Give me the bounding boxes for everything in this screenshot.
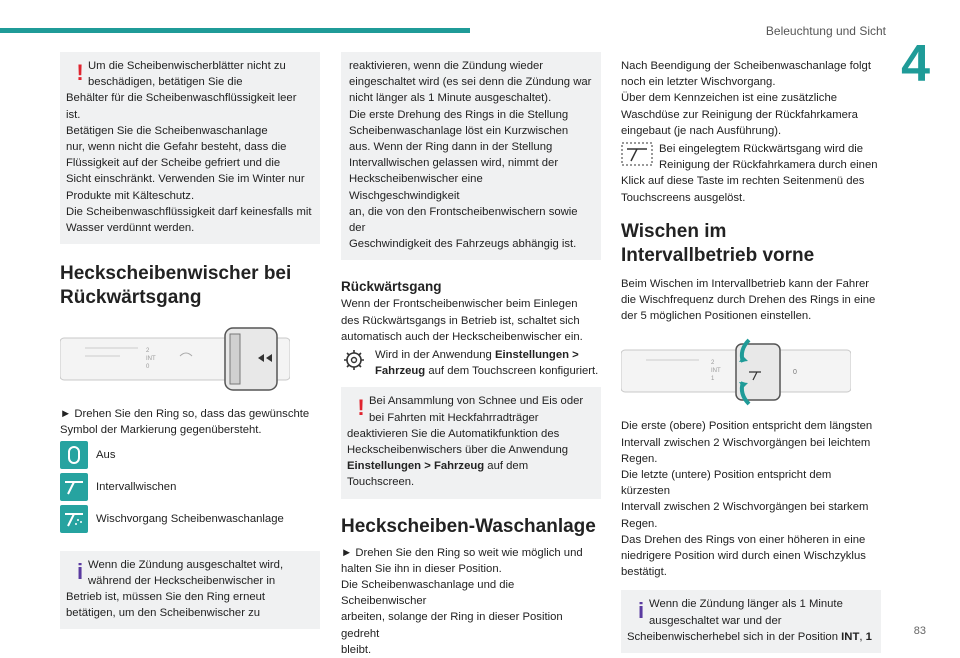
body-line: Die letzte (untere) Position entspricht dem kürzesten bbox=[621, 469, 832, 498]
info-icon: i bbox=[637, 598, 645, 624]
info-line: ausgeschaltet war und der bbox=[649, 614, 782, 627]
body-line: Intervall zwischen 2 Wischvorgängen bei leichtem bbox=[621, 436, 871, 449]
body-line: automatisch auch der Heckscheibenwischer ein. bbox=[341, 330, 583, 343]
section-heading: Heckscheibenwischer bei Rückwärtsgang bbox=[60, 263, 292, 309]
gear-icon bbox=[341, 347, 367, 373]
warning-icon: ! bbox=[76, 60, 84, 85]
body-line: eingebaut (je nach Ausführung). bbox=[621, 124, 782, 137]
box-line: Geschwindigkeit des Fahrzeugs abhängig ist. bbox=[349, 238, 577, 251]
body-line: Waschdüse zur Reinigung der Rückfahrkamera bbox=[621, 108, 858, 121]
column-3 bbox=[621, 58, 881, 653]
body-line: Das Drehen des Rings von einer höheren in eine bbox=[621, 533, 866, 546]
box-line: Scheibenwaschanlage löst ein Kurzwischen bbox=[349, 124, 569, 137]
body-line: Die erste (obere) Position entspricht dem längsten bbox=[621, 420, 873, 433]
body-line: Die Scheibenwaschanlage und die Scheibenwischer bbox=[341, 579, 515, 608]
section-heading: Heckscheiben-Waschanlage bbox=[341, 515, 596, 537]
body-line: Regen. bbox=[621, 517, 658, 530]
warning-icon: ! bbox=[357, 395, 365, 421]
position-label: INT bbox=[841, 630, 860, 643]
body-line: ► Drehen Sie den Ring so weit wie möglich und bbox=[341, 546, 583, 559]
box-line: nicht länger als 1 Minute ausgeschaltet). bbox=[349, 92, 552, 105]
box-line: Intervallwischen gelassen wird, nimmt der bbox=[349, 157, 559, 170]
box-line: reaktivieren, wenn die Zündung wieder bbox=[349, 60, 544, 72]
symbol-label: Intervallwischen bbox=[96, 480, 177, 493]
warning-line: Betätigen Sie die Scheibenwaschanlage bbox=[66, 124, 268, 137]
lever-label: 0 bbox=[146, 364, 150, 371]
section-title: Beleuchtung und Sicht bbox=[765, 24, 886, 38]
off-ring-icon bbox=[60, 441, 88, 469]
warning-box bbox=[341, 387, 601, 498]
section-heading: Wischen im Intervallbetrieb vorne bbox=[621, 220, 815, 266]
body-line: Über dem Kennzeichen ist eine zusätzliche bbox=[621, 92, 838, 105]
warning-line: Wasser verdünnt werden. bbox=[66, 222, 195, 235]
warning-line: Bei Ansammlung von Schnee und Eis oder bbox=[369, 395, 584, 408]
column-1 bbox=[60, 52, 320, 629]
box-line: aus. Wenn der Ring dann in der Stellung bbox=[349, 141, 553, 154]
lever-label: 0 bbox=[793, 369, 797, 377]
info-line: Betrieb ist, müssen Sie den Ring erneut bbox=[66, 591, 266, 604]
rear-wiper-lever-illustration bbox=[60, 324, 290, 396]
warning-line: Sicht einschränkt. Verwenden Sie im Winter nur bbox=[66, 173, 305, 186]
warning-line: Die Scheibenwaschflüssigkeit darf keinesfalls mit bbox=[66, 205, 312, 218]
warning-line: Touchscreen. bbox=[347, 476, 415, 489]
info-line: Scheibenwischerhebel sich in der Position bbox=[627, 630, 842, 643]
continued-info-box bbox=[341, 52, 601, 260]
body-line: Reinigung der Rückfahrkamera durch einen bbox=[659, 159, 878, 172]
intermittent-wipe-icon bbox=[60, 473, 88, 501]
instruction-text: ► Drehen Sie den Ring so, dass das gewünschte Symbol der Markierung gegenübersteht. bbox=[60, 408, 310, 437]
body-line: Klick auf diese Taste im rechten Seitenmenü des bbox=[621, 175, 865, 188]
page-number: 83 bbox=[913, 625, 926, 637]
box-line: eingeschaltet wird (es sei denn die Zündung war bbox=[349, 76, 592, 89]
body-line: Bei eingelegtem Rückwärtsgang wird die bbox=[659, 143, 864, 156]
body-line: bestätigt. bbox=[621, 566, 667, 579]
lever-label: INT bbox=[711, 368, 721, 375]
body-line: halten Sie ihn in dieser Position. bbox=[341, 562, 502, 575]
warning-line: Produkte mit Kälteschutz. bbox=[66, 189, 195, 202]
body-line: Nach Beendigung der Scheibenwaschanlage folgt bbox=[621, 60, 871, 72]
settings-note bbox=[341, 347, 601, 379]
body-line: Regen. bbox=[621, 452, 658, 465]
lever-label: 2 bbox=[711, 360, 715, 367]
info-line: , bbox=[859, 630, 866, 643]
lever-label: 2 bbox=[146, 348, 150, 355]
lever-label: 1 bbox=[711, 376, 715, 383]
body-line: Touchscreens ausgelöst. bbox=[621, 191, 746, 204]
info-line: Wenn die Zündung ausgeschaltet wird, bbox=[88, 558, 284, 571]
warning-line: bei Fahrten mit Heckfahrradträger bbox=[369, 411, 539, 424]
info-line: betätigen, um den Scheibenwischer zu bbox=[66, 607, 261, 620]
front-wiper-lever-illustration bbox=[621, 336, 851, 408]
settings-text: Wird in der Anwendung bbox=[375, 349, 495, 362]
body-line: des Rückwärtsgangs in Betrieb ist, schaltet sich bbox=[341, 314, 580, 327]
body-line: Intervall zwischen 2 Wischvorgängen bei starkem bbox=[621, 501, 869, 514]
info-line: während der Heckscheibenwischer in bbox=[88, 574, 276, 587]
symbol-label: Wischvorgang Scheibenwaschanlage bbox=[96, 512, 284, 525]
camera-wash-icon bbox=[621, 141, 653, 167]
camera-note bbox=[621, 141, 881, 173]
body-line: arbeiten, solange der Ring in dieser Position gedreht bbox=[341, 611, 563, 640]
symbol-row bbox=[60, 503, 320, 535]
chapter-number: 4 bbox=[901, 35, 930, 93]
warning-line: Flüssigkeit auf der Scheibe gefriert und die bbox=[66, 157, 281, 170]
box-line: Die erste Drehung des Rings in die Stellung bbox=[349, 108, 569, 121]
lever-label: INT bbox=[146, 356, 156, 363]
box-line: Heckscheibenwischer eine Wischgeschwindigkeit bbox=[349, 173, 483, 202]
position-label: 1 bbox=[865, 630, 872, 643]
body-line: Wenn der Frontscheibenwischer beim Einlegen bbox=[341, 298, 578, 311]
header-bar bbox=[0, 28, 470, 33]
box-line: an, die von den Frontscheibenwischern sowie der bbox=[349, 205, 578, 235]
warning-line: deaktivieren Sie die Automatikfunktion des bbox=[347, 427, 560, 440]
settings-path: Einstellungen > Fahrzeug bbox=[375, 349, 579, 378]
body-line: noch ein letzter Wischvorgang. bbox=[621, 76, 776, 89]
symbol-label: Aus bbox=[96, 448, 116, 461]
body-line: bleibt. bbox=[341, 643, 372, 656]
warning-box bbox=[60, 52, 320, 244]
warning-line: Heckscheibenwischers über die Anwendung bbox=[347, 444, 569, 457]
subsection-heading: Rückwärtsgang bbox=[341, 279, 442, 295]
info-box bbox=[621, 590, 881, 653]
wash-wipe-icon bbox=[60, 505, 88, 533]
warning-line: auf dem bbox=[484, 460, 529, 473]
body-line: die Wischfrequenz durch Drehen des Rings in eine bbox=[621, 294, 876, 307]
warning-line: Um die Scheibenwischerblätter nicht zu bbox=[88, 60, 286, 72]
info-box bbox=[60, 551, 320, 630]
info-icon: i bbox=[76, 558, 84, 584]
settings-path: Einstellungen > Fahrzeug bbox=[347, 460, 485, 473]
warning-line: nur, wenn nicht die Gefahr besteht, dass die bbox=[66, 141, 287, 154]
column-2 bbox=[341, 52, 601, 658]
body-line: niedrigere Position wird durch einen Wischzyklus bbox=[621, 550, 866, 563]
warning-line: Behälter für die Scheibenwaschflüssigkeit leer ist. bbox=[66, 92, 297, 121]
info-line: Wenn die Zündung länger als 1 Minute bbox=[649, 598, 843, 611]
symbol-row bbox=[60, 439, 320, 471]
symbol-row bbox=[60, 471, 320, 503]
body-line: Beim Wischen im Intervallbetrieb kann der Fahrer bbox=[621, 277, 870, 290]
body-line: der 5 möglichen Positionen einstellen. bbox=[621, 310, 812, 323]
settings-text: auf dem Touchscreen konfiguriert. bbox=[425, 365, 599, 378]
warning-line: beschädigen, betätigen Sie die bbox=[88, 76, 243, 89]
